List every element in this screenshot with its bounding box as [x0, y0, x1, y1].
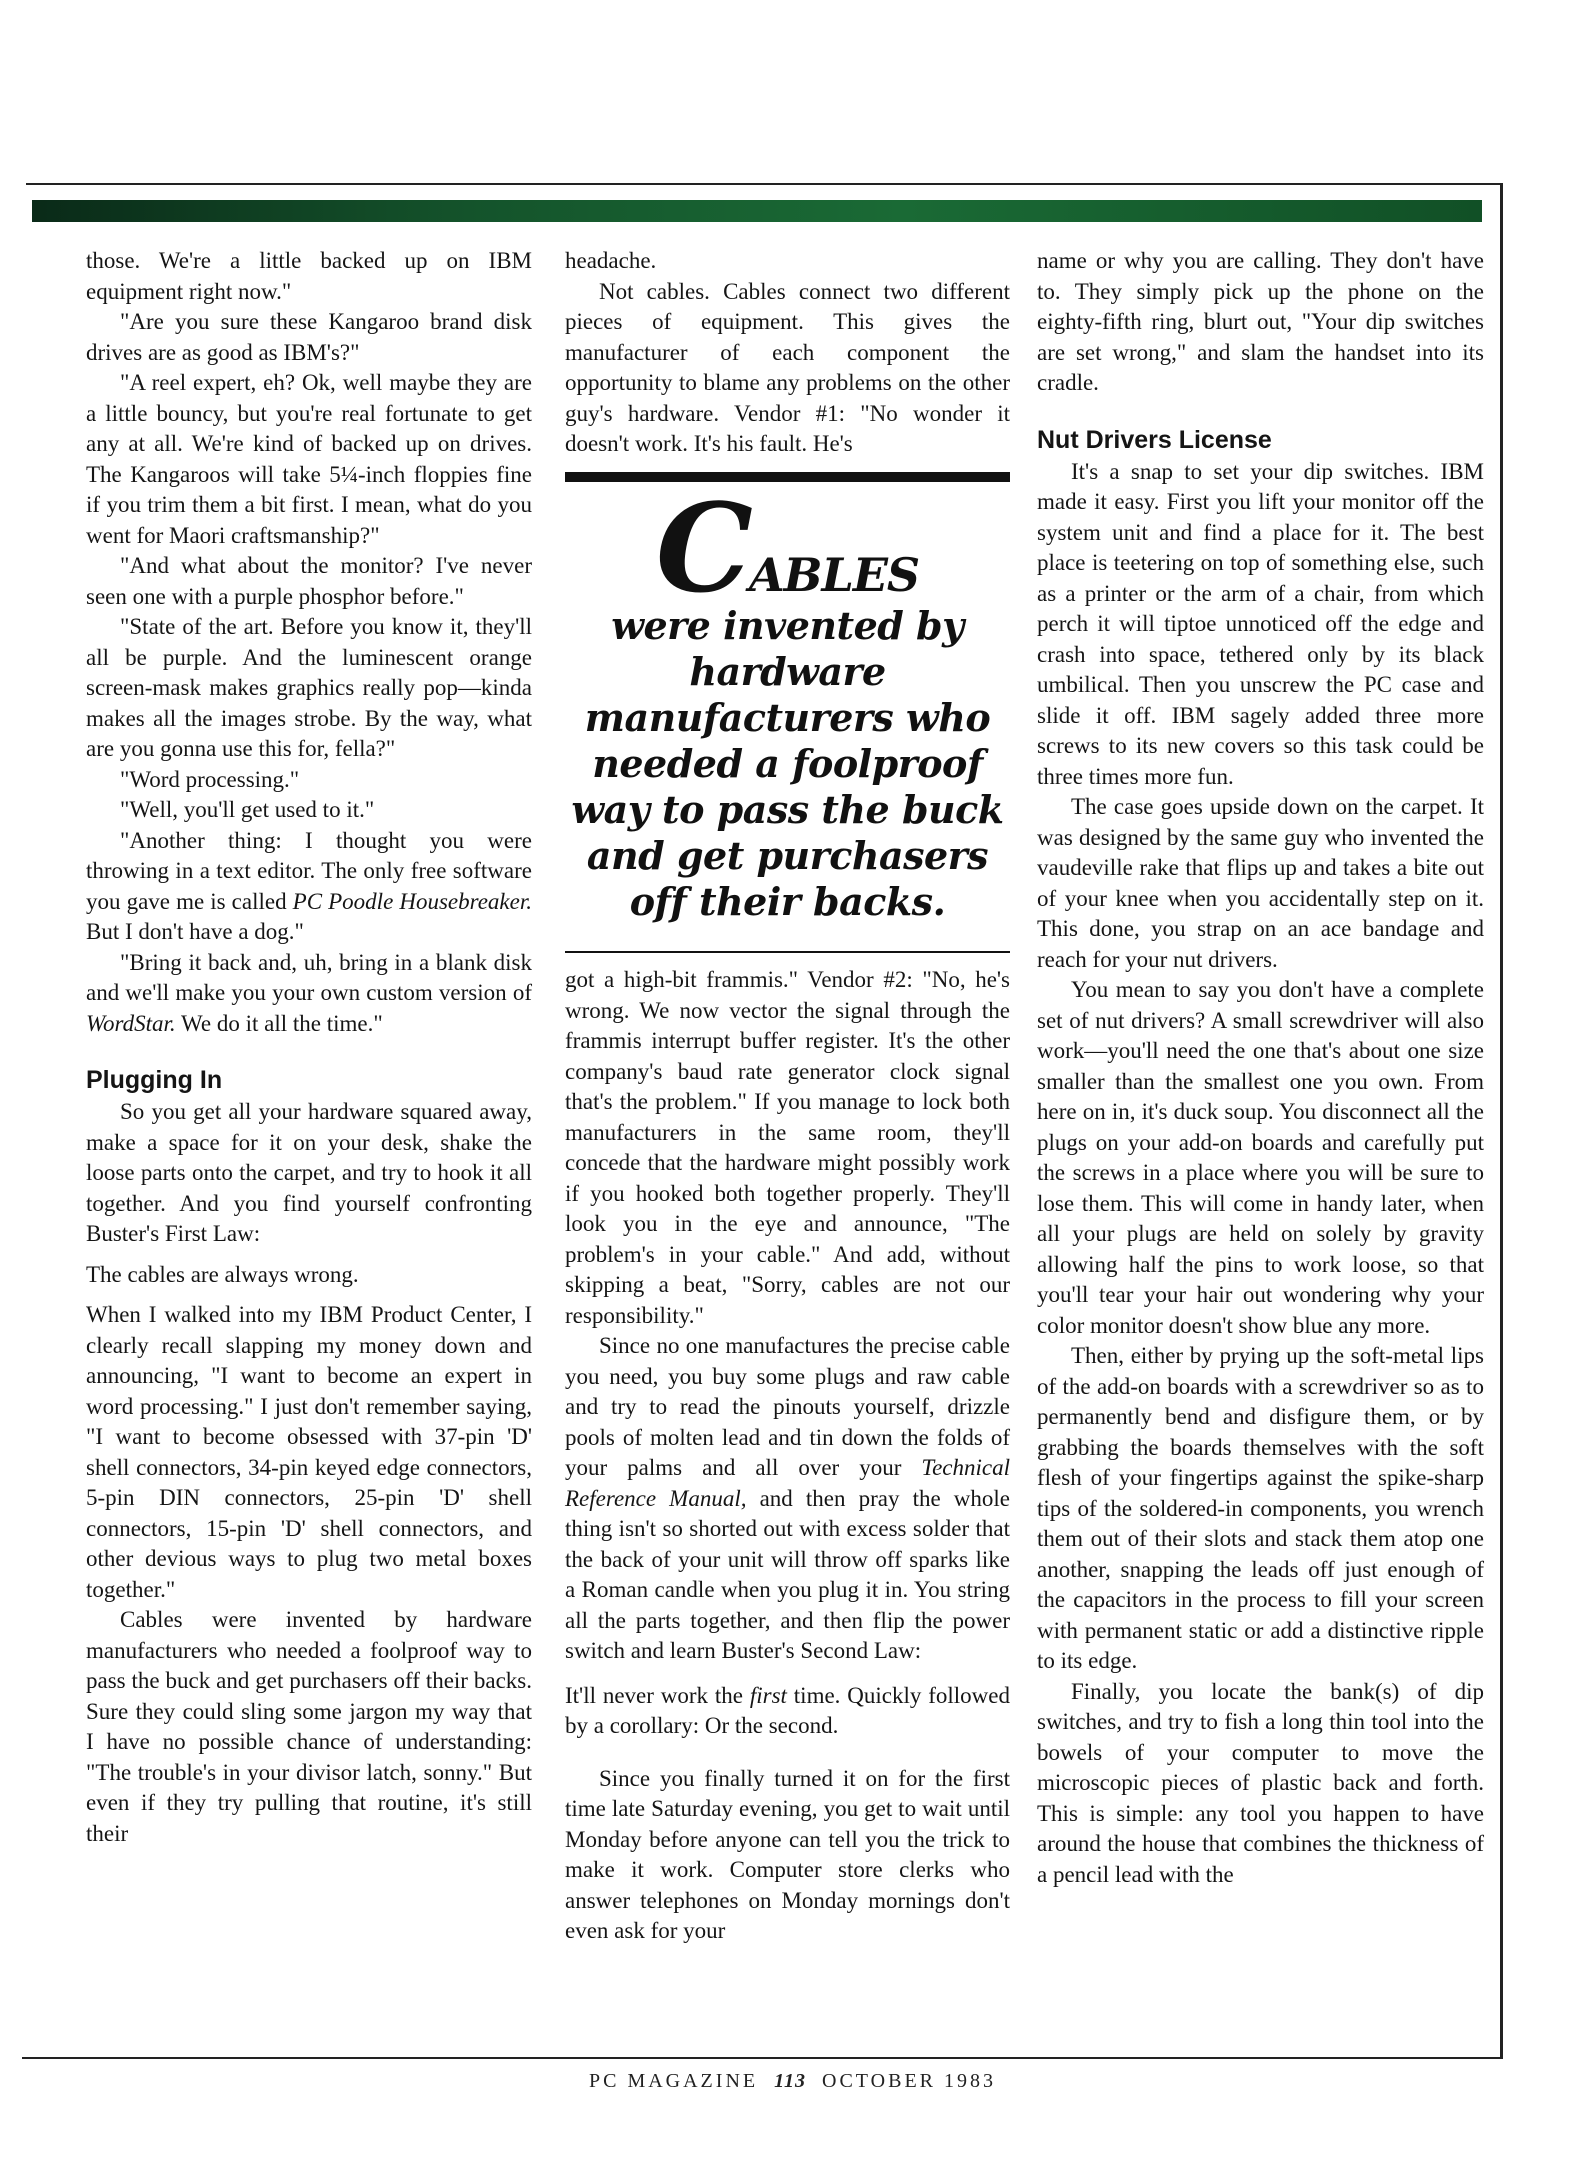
paragraph: So you get all your hardware squared away, make a space for it on your desk, shake the loose parts onto the carpet, and try to hook it all together. And you find yourself confronting Buster's First Law:: [86, 1099, 532, 1246]
paragraph: Since you finally turned it on for the first time late Saturday evening, you get to wait until Monday before anyone can tell you the trick to make it work. Computer store clerks who answer telephones on Monday mornings don't even ask for your: [565, 1765, 1010, 1943]
paragraph: Cables were invented by hardware manufacturers who needed a foolproof way to pass the buck and get purchasers off their backs. Sure they could sling some jargon my way that I have no possible chance of understanding: "The trouble's in your divisor latch, sonny." But even if they try pulling that routine, it's still their: [86, 1607, 532, 1846]
italic-word: first: [749, 1682, 787, 1708]
law-statement: The cables are always wrong.: [86, 1261, 359, 1287]
paragraph: got a high-bit frammis." Vendor #2: "No, he's wrong. We now vector the signal through the frammis interrupt buffer register. It's the other company's baud rate generator clock signal that's the problem." If you manage to lock both manufacturers in the same room, they'll concede that the hardware might possibly work if you hooked both together properly. They'll look you in the eye and announce, "The problem's in your cable." And add, without skipping a beat, "Sorry, cables are not our responsibility.": [565, 967, 1010, 1328]
paragraph: It's a snap to set your dip switches. IBM made it easy. First you lift your monitor off the system unit and find a place for it. The best place is teetering on top of something else, such as a printer or the arm of a chair, from which perch it will tiptoe unnoticed off the edge and crash into space, tethered only by its black umbilical. Then you unscrew the PC case and slide it off. IBM sagely added three more screws to its new covers so this task could be three times more fun.: [1037, 458, 1484, 789]
section-heading: Nut Drivers License: [1037, 425, 1272, 454]
column-3: [1037, 246, 1484, 1890]
pullquote-dropcap: C: [655, 475, 749, 620]
italic-title: PC Poodle Housebreaker.: [292, 888, 532, 914]
paragraph: [86, 826, 532, 948]
paragraph: When I walked into my IBM Product Center, I clearly recall slapping my money down and announcing, "I want to become an expert in word processing." I just don't remember saying, "I want to become obsessed with 37-pin 'D' shell connectors, 34-pin keyed edge connectors, 5-pin DIN connectors, 25-pin 'D' shell connectors, 15-pin 'D' shell connectors, and other devious ways to plug two metal boxes together.": [86, 1302, 532, 1602]
italic-title: WordStar.: [86, 1010, 176, 1036]
italic-title: Technical Reference Manual,: [565, 1455, 1010, 1511]
frame-right-rule: [1500, 183, 1503, 2059]
page-footer: [0, 2070, 1585, 2093]
paragraph: [565, 1331, 1010, 1667]
pullquote-text: were invented by hardware manufacturers who needed a foolproof way to pass the buck and get purchasers off their backs.: [571, 603, 1004, 924]
paragraph: headache.: [565, 248, 657, 273]
law-statement: [565, 1681, 1010, 1742]
pullquote-bottom-rule: [565, 951, 1010, 953]
column-2: [565, 246, 1010, 1947]
frame-top-rule: [26, 183, 1502, 185]
text-run: But I don't have a dog.": [86, 919, 304, 944]
paragraph: You mean to say you don't have a complete set of nut drivers? A small screwdriver will also work—you'll need the one that's about one size smaller than the smallest one you own. From here on in, it's duck soup. You disconnect all the plugs on your add-on boards and carefully put the screws in a place where you will be sure to lose them. This will come in handy later, when all your plugs are held on solely by gravity allowing half the pins to work loose, so that you'll tear your hair out wondering why your color monitor doesn't show blue any more.: [1037, 977, 1484, 1338]
text-run: We do it all the time.": [175, 1010, 383, 1036]
paragraph: "A reel expert, eh? Ok, well maybe they are a little bouncy, but you're real fortunate to get any at all. We're kind of backed up on drives. The Kangaroos will take 5¼-inch floppies fine if you trim them a bit first. I mean, what do you went for Maori craftsmanship?": [86, 370, 532, 548]
paragraph: Finally, you locate the bank(s) of dip switches, and try to fish a long thin tool into the bowels of your computer to move the microscopic pieces of plastic back and forth. This is simple: any tool you happen to have around the house that combines the thickness of a pencil lead with the: [1037, 1678, 1484, 1887]
paragraph: [86, 948, 532, 1040]
paragraph: "Well, you'll get used to it.": [120, 797, 375, 822]
text-run: Since no one manufactures the precise cable you need, you buy some plugs and raw cable and try to read the pinouts yourself, drizzle pools of molten lead and tin down the folds of your palms and all over your: [565, 1333, 1010, 1480]
column-1: [86, 246, 532, 1849]
paragraph: The case goes upside down on the carpet. It was designed by the same guy who invented the vaudeville rake that flips up and takes a bite out of your knee when you accidentally step on it. This done, you strap on an ace bandage and reach for your nut drivers.: [1037, 794, 1484, 972]
text-run: and then pray the whole thing isn't so shorted out with excess solder that the back of your unit will throw off sparks like a Roman candle when you plug it in. You string all the parts together, and then flip the power switch and learn Buster's Second Law:: [565, 1485, 1010, 1663]
text-run: "Another thing: I thought you were throwing in a text editor. The only free software you gave me is called: [86, 827, 532, 914]
section-heading: Plugging In: [86, 1066, 223, 1094]
pullquote-smallcaps: ABLES: [748, 547, 920, 602]
footer-date: OCTOBER 1983: [822, 2070, 996, 2092]
paragraph: "And what about the monitor? I've never seen one with a purple phosphor before.": [86, 553, 532, 609]
footer-page-number: 113: [774, 2070, 807, 2092]
paragraph: "State of the art. Before you know it, they'll all be purple. And the luminescent orange screen-mask makes graphics really pop—kinda makes all the images strobe. By the way, what are you gonna use this for, fella?": [86, 614, 532, 761]
paragraph: "Word processing.": [120, 766, 300, 792]
paragraph: Then, either by prying up the soft-metal lips of the add-on boards with a screwdriver so as to permanently bend and disfigure them, or by grabbing the boards themselves with the soft flesh of your fingertips against the spike-sharp tips of the soldered-in components, you wrench them out of their slots and stack them atop one another, snapping the leads off just enough of the capacitors in the process to fill your screen with permanent static or add a distinctive ripple to its edge.: [1037, 1343, 1484, 1673]
paragraph: Not cables. Cables connect two different pieces of equipment. This gives the manufacturer of each component the opportunity to blame any problems on the other guy's hardware. Vendor #1: "No wonder it doesn't work. It's his fault. He's: [565, 278, 1010, 456]
text-run: time. Quickly followed by a corollary: Or the second.: [565, 1682, 1010, 1738]
frame-bottom-rule: [22, 2057, 1503, 2059]
pullquote: [565, 475, 1010, 952]
text-run: "Bring it back and, uh, bring in a blank disk and we'll make you your own custom version of: [86, 949, 532, 1005]
pullquote-top-rule: [565, 472, 1010, 482]
paragraph: "Are you sure these Kangaroo brand disk drives are as good as IBM's?": [86, 309, 532, 365]
paragraph: name or why you are calling. They don't have to. They simply pick up the phone on the eighty-fifth ring, blurt out, "Your dip switches are set wrong," and slam the handset into its cradle.: [1037, 248, 1484, 395]
paragraph: those. We're a little backed up on IBM equipment right now.": [86, 248, 532, 304]
footer-magazine: PC MAGAZINE: [588, 2070, 759, 2092]
text-run: It'll never work the: [565, 1682, 750, 1708]
header-color-bar: [32, 200, 1482, 222]
